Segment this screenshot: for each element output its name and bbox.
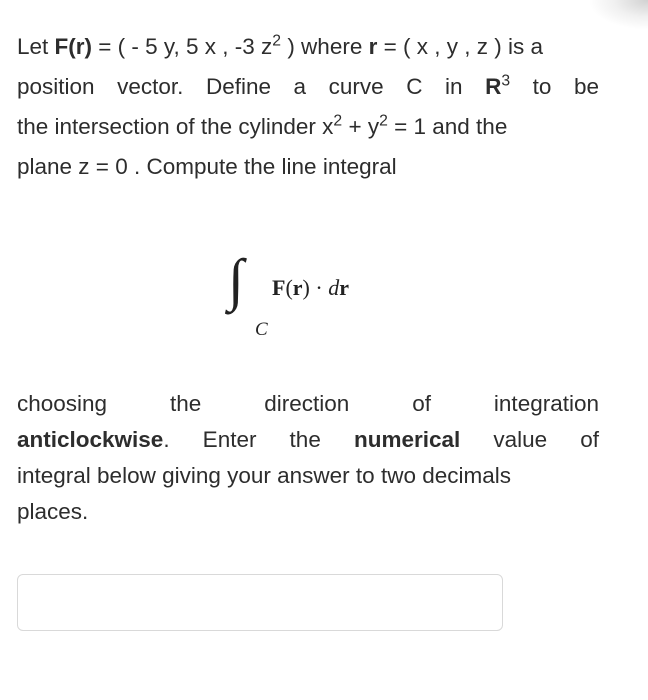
exponent-2-y: 2 bbox=[379, 112, 388, 130]
question-line-2 bbox=[17, 67, 599, 107]
integrand-d: d bbox=[328, 275, 340, 300]
question-text bbox=[17, 27, 599, 187]
exponent-2-x: 2 bbox=[333, 112, 343, 130]
text-anticlockwise: anticlockwise bbox=[17, 427, 164, 452]
integrand-dr-r: r bbox=[339, 275, 349, 300]
corner-shadow bbox=[588, 0, 648, 30]
field-definition: = ( - 5 y, 5 x , -3 z bbox=[92, 34, 273, 59]
text-let: Let bbox=[17, 34, 55, 59]
line-integral-formula bbox=[228, 245, 448, 345]
text-cylinder: the intersection of the cylinder x bbox=[17, 114, 334, 139]
answer-input[interactable] bbox=[17, 574, 503, 631]
text-value-of: value of bbox=[460, 427, 600, 452]
instructions-line-2 bbox=[17, 422, 599, 458]
integrand-close-paren: ) bbox=[302, 275, 310, 300]
field-symbol: F(r) bbox=[54, 34, 93, 59]
integrand-F: F bbox=[272, 275, 286, 300]
R-symbol: R bbox=[485, 74, 502, 99]
integrand bbox=[272, 275, 349, 301]
question-line-1 bbox=[17, 27, 599, 67]
r-symbol: r bbox=[368, 34, 378, 59]
integrand-r: r bbox=[292, 275, 303, 300]
r-definition: = ( x , y , z ) is a bbox=[377, 34, 544, 59]
integrand-open-paren: ( bbox=[285, 275, 293, 300]
text-plus-y: + y bbox=[342, 114, 380, 139]
instructions-line-1: choosing the direction of integration bbox=[17, 391, 599, 416]
question-line-3 bbox=[17, 107, 599, 147]
text-enter-the: . Enter the bbox=[163, 427, 354, 452]
integrand-dot: · bbox=[309, 275, 329, 300]
instructions-line-4: places. bbox=[17, 499, 89, 524]
text-position-vector: position vector. Define a curve C in bbox=[17, 74, 486, 99]
question-line-4: plane z = 0 . Compute the line integral bbox=[17, 154, 397, 179]
instructions-line-3: integral below giving your answer to two decimals bbox=[17, 463, 511, 488]
exponent-3: 3 bbox=[501, 72, 511, 90]
exponent-2: 2 bbox=[272, 32, 282, 50]
text-equals-one: = 1 and the bbox=[387, 114, 508, 139]
instructions-text bbox=[17, 386, 599, 530]
text-where: ) where bbox=[281, 34, 369, 59]
integral-sign: ∫ bbox=[228, 247, 244, 312]
integral-lower-limit: C bbox=[255, 319, 268, 340]
text-to-be: to be bbox=[510, 74, 599, 99]
text-numerical: numerical bbox=[353, 427, 461, 452]
